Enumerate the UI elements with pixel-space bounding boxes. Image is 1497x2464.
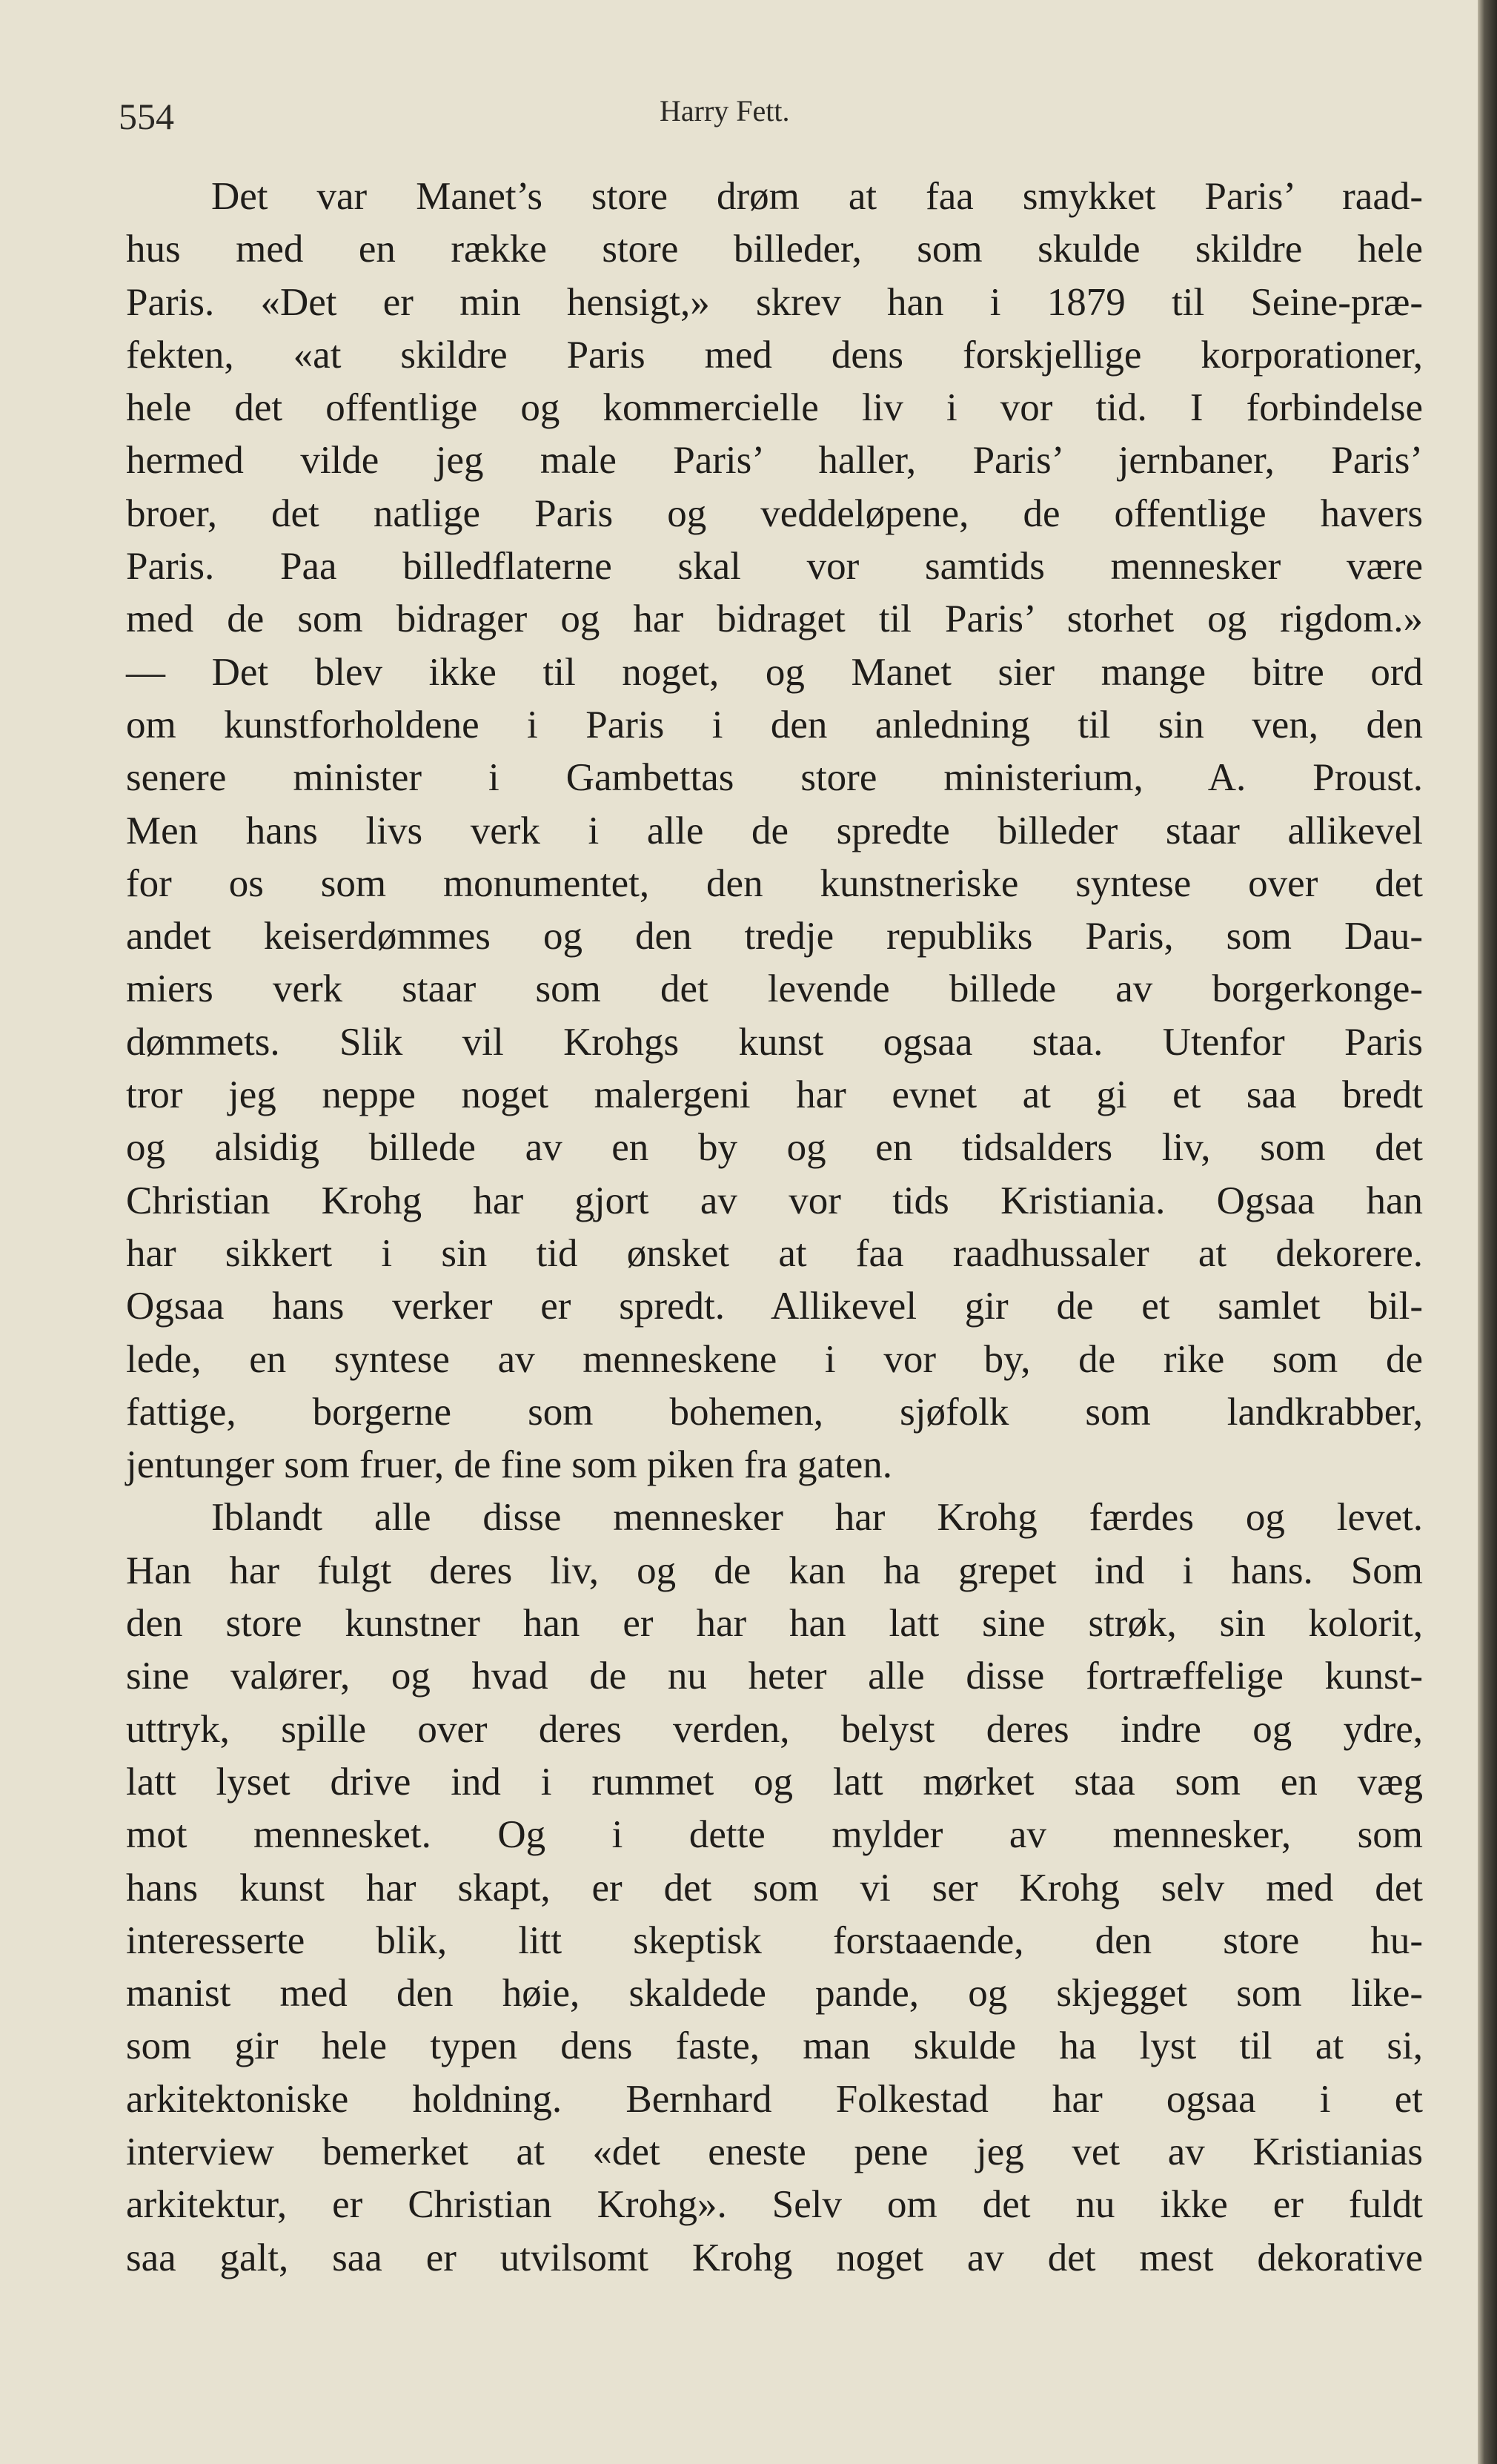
text-line: hermed vilde jeg male Paris’ haller, Paris’ jernbaner, Paris’ xyxy=(126,439,1423,483)
text-line: med de som bidrager og har bidraget til Paris’ storhet og rigdom.» xyxy=(126,597,1423,641)
text-line: Paris. Paa billedflaterne skal vor samtids mennesker være xyxy=(126,545,1423,589)
text-line: andet keiserdømmes og den tredje republiks Paris, som Dau- xyxy=(126,915,1423,958)
text-line: latt lyset drive ind i rummet og latt mørket staa som en væg xyxy=(126,1760,1423,1804)
text-line: interesserte blik, litt skeptisk forstaaende, den store hu- xyxy=(126,1918,1423,1962)
text-line: manist med den høie, skaldede pande, og skjegget som like- xyxy=(126,1972,1423,2016)
text-line: Christian Krohg har gjort av vor tids Kristiania. Ogsaa han xyxy=(126,1179,1423,1222)
text-line: jentunger som fruer, de fine som piken fra gaten. xyxy=(126,1443,892,1487)
text-line: Ogsaa hans verker er spredt. Allikevel gir de et samlet bil- xyxy=(126,1285,1423,1328)
text-line: saa galt, saa er utvilsomt Krohg noget av det mest dekorative xyxy=(126,2236,1423,2279)
text-line: som gir hele typen dens faste, man skulde ha lyst til at si, xyxy=(126,2024,1423,2068)
text-line: Iblandt alle disse mennesker har Krohg færdes og levet. xyxy=(211,1496,1423,1540)
text-line: den store kunstner han er har han latt sine strøk, sin kolorit, xyxy=(126,1602,1423,1646)
text-line: sine valører, og hvad de nu heter alle disse fortræffelige kunst- xyxy=(126,1655,1423,1698)
running-head: Harry Fett. xyxy=(660,94,790,127)
text-line: fattige, borgerne som bohemen, sjøfolk som landkrabber, xyxy=(126,1390,1423,1434)
text-line: Han har fulgt deres liv, og de kan ha grepet ind i hans. Som xyxy=(126,1549,1423,1592)
text-line: og alsidig billede av en by og en tidsalders liv, som det xyxy=(126,1126,1423,1170)
text-line: Men hans livs verk i alle de spredte billeder staar allikevel xyxy=(126,809,1423,852)
text-line: miers verk staar som det levende billede av borgerkonge- xyxy=(126,967,1423,1011)
text-line: hans kunst har skapt, er det som vi ser Krohg selv med det xyxy=(126,1866,1423,1910)
text-line: interview bemerket at «det eneste pene jeg vet av Kristianias xyxy=(126,2130,1423,2173)
text-line: om kunstforholdene i Paris i den anledning til sin ven, den xyxy=(126,703,1423,746)
text-line: Det var Manet’s store drøm at faa smykket Paris’ raad- xyxy=(211,175,1423,218)
text-line: senere minister i Gambettas store ministerium, A. Proust. xyxy=(126,756,1423,800)
text-line: fekten, «at skildre Paris med dens forskjellige korporationer, xyxy=(126,333,1423,377)
text-line: mot mennesket. Og i dette mylder av mennesker, som xyxy=(126,1813,1423,1857)
text-line: lede, en syntese av menneskene i vor by, de rike som de xyxy=(126,1337,1423,1381)
text-line: uttryk, spille over deres verden, belyst deres indre og ydre, xyxy=(126,1707,1423,1751)
text-line: dømmets. Slik vil Krohgs kunst ogsaa staa. Utenfor Paris xyxy=(126,1020,1423,1064)
binding-edge xyxy=(1478,0,1497,2464)
text-line: tror jeg neppe noget malergeni har evnet at gi et saa bredt xyxy=(126,1073,1423,1117)
text-line: arkitektur, er Christian Krohg». Selv om det nu ikke er fuldt xyxy=(126,2183,1423,2227)
text-line: hus med en række store billeder, som skulde skildre hele xyxy=(126,228,1423,271)
text-line: — Det blev ikke til noget, og Manet sier mange bitre ord xyxy=(126,650,1423,694)
text-line: for os som monumentet, den kunstneriske syntese over det xyxy=(126,861,1423,905)
text-line: Paris. «Det er min hensigt,» skrev han i 1879 til Seine-præ- xyxy=(126,280,1423,324)
text-line: hele det offentlige og kommercielle liv i vor tid. I forbindelse xyxy=(126,386,1423,430)
text-line: broer, det natlige Paris og veddeløpene, de offentlige havers xyxy=(126,491,1423,535)
page-number: 554 xyxy=(119,96,174,137)
body-text xyxy=(126,170,1423,2285)
text-line: har sikkert i sin tid ønsket at faa raadhussaler at dekorere. xyxy=(126,1231,1423,1275)
text-line: arkitektoniske holdning. Bernhard Folkestad har ogsaa i et xyxy=(126,2077,1423,2121)
